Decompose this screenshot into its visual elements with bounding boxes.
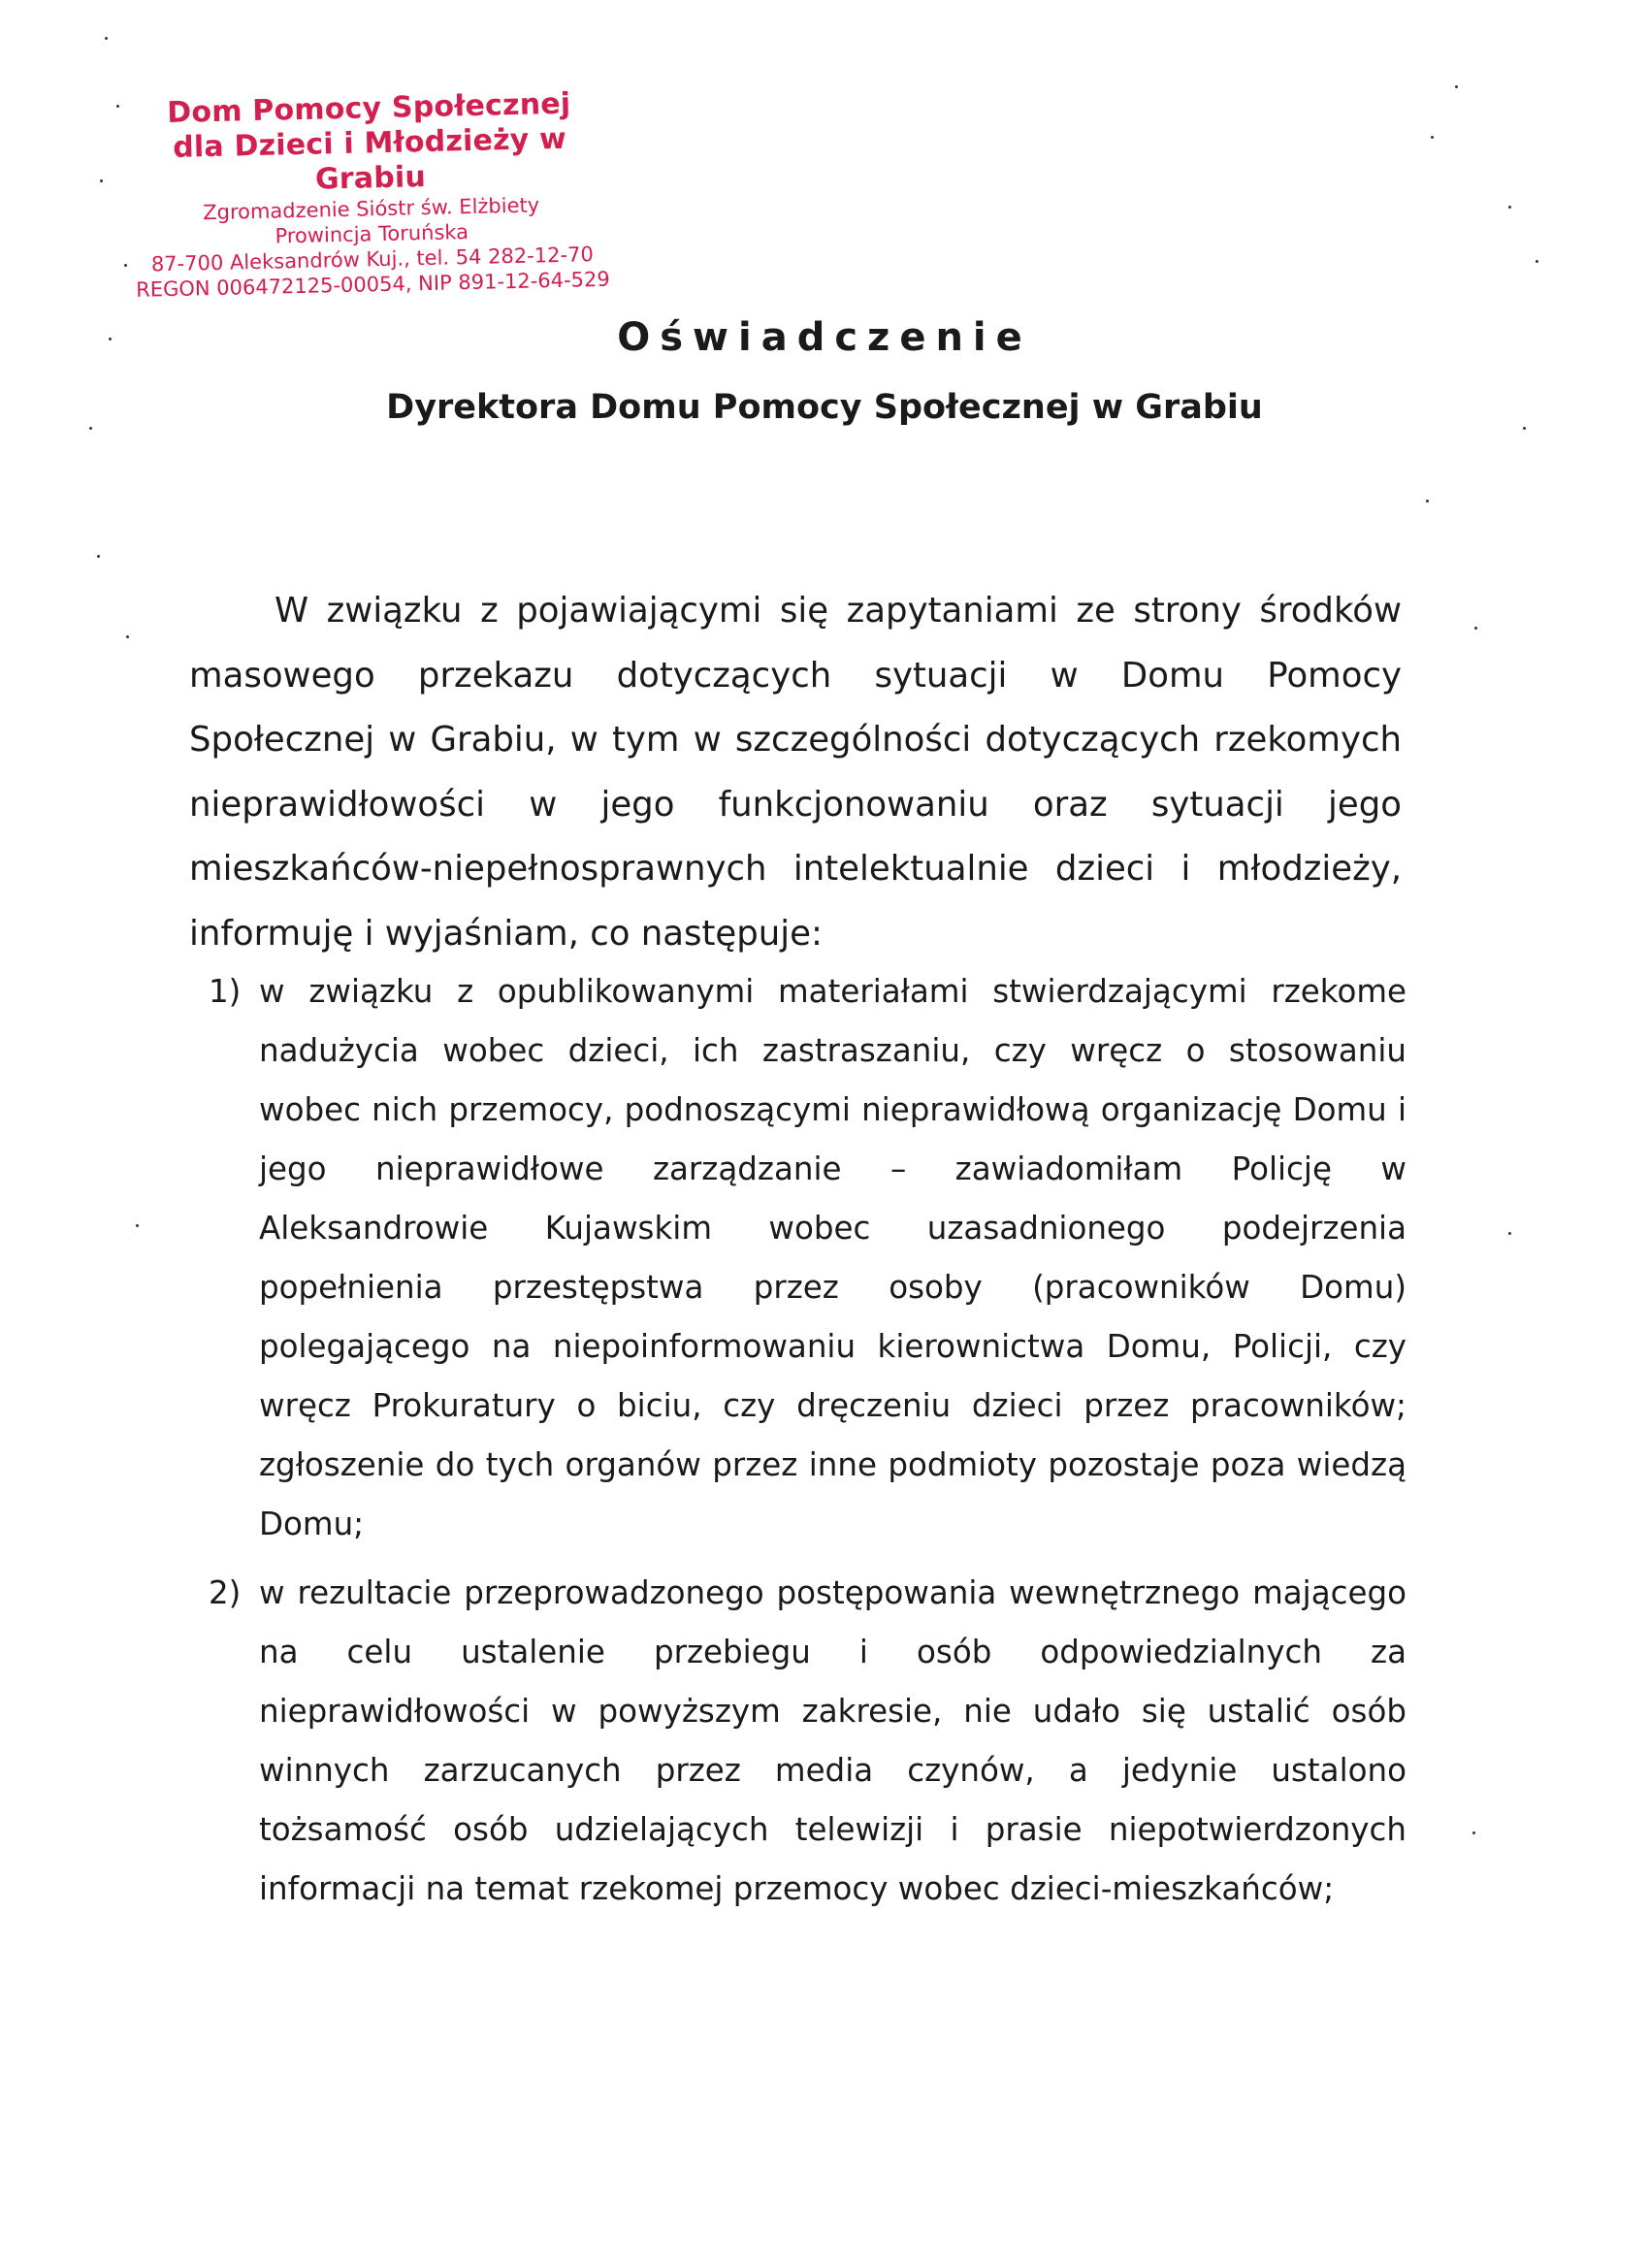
list-item-number: 2)	[209, 1574, 242, 1611]
scan-speck	[1472, 1831, 1475, 1834]
document-subtitle: Dyrektora Domu Pomocy Społecznej w Grabiu	[386, 388, 1263, 427]
stamp-registration: REGON 006472125-00054, NIP 891-12-64-529	[135, 267, 610, 302]
stamp-institution-name: Dom Pomocy Społecznej	[166, 86, 571, 131]
list-item-number: 1)	[209, 973, 242, 1010]
scan-speck	[1536, 260, 1538, 263]
institution-stamp	[126, 86, 616, 303]
stamp-address: 87-700 Aleksandrów Kuj., tel. 54 282-12-70	[150, 243, 595, 276]
scan-speck	[1455, 85, 1458, 88]
scan-speck	[1474, 627, 1477, 630]
list-item-text: w rezultacie przeprowadzonego postępowania wewnętrznego mającego na celu ustalenie przebiegu i osób odpowiedzialnych za nieprawidłowości w powyższym zakresie, nie udało się ustalić osób winnych zarzucanych przez media czynów, a jedynie ustalono tożsamość osób udzielających telewizji i prasie niepotwierdzonych informacji na temat rzekomej przemocy wobec dzieci-mieszkańców;	[259, 1574, 1406, 1907]
scan-speck	[1426, 500, 1429, 502]
scan-speck	[124, 264, 127, 267]
scan-speck	[97, 555, 100, 558]
scan-speck	[100, 179, 103, 182]
scan-speck	[89, 427, 92, 430]
document-title: Oświadczenie	[617, 315, 1032, 360]
intro-paragraph: W związku z pojawiającymi się zapytaniami ze strony środków masowego przekazu dotyczących sytuacji w Domu Pomocy Społecznej w Grabiu, w tym w szczególności dotyczących rzekomych nieprawidłowości w jego funkcjonowaniu oraz sytuacji jego mieszkańców-niepełnosprawnych intelektualnie dzieci i młodzieży, informuję i wyjaśniam, co następuje:	[189, 591, 1402, 954]
scan-speck	[1508, 206, 1511, 209]
scan-speck	[1508, 1232, 1511, 1235]
list-item	[209, 962, 1406, 1554]
stamp-province: Prowincja Toruńska	[275, 220, 469, 248]
scan-speck	[109, 338, 112, 340]
list-item-text: w związku z opublikowanymi materiałami stwierdzającymi rzekome nadużycia wobec dzieci, ich zastraszaniu, czy wręcz o stosowaniu wobec nich przemocy, podnoszącymi nieprawidłową organizację Domu i jego nieprawidłowe zarządzanie – zawiadomiłam Policję w Aleksandrowie Kujawskim wobec uzasadnionego podejrzenia popełnienia przestępstwa przez osoby (pracowników Domu) polegającego na niepoinformowaniu kierownictwa Domu, Policji, czy wręcz Prokuratury o biciu, czy dręczeniu dzieci przez pracowników; zgłoszenie do tych organów przez inne podmioty pozostaje poza wiedzą Domu;	[259, 973, 1406, 1542]
stamp-institution-subname: dla Dzieci i Młodzieży w Grabiu	[172, 121, 567, 197]
list-item	[209, 1564, 1406, 1919]
scan-speck	[105, 37, 108, 40]
scan-speck	[1431, 136, 1434, 139]
scan-speck	[126, 635, 129, 638]
stamp-congregation: Zgromadzenie Sióstr św. Elżbiety	[202, 193, 540, 225]
scan-speck	[1523, 427, 1526, 430]
scan-speck	[136, 1224, 139, 1227]
scan-speck	[116, 105, 119, 108]
